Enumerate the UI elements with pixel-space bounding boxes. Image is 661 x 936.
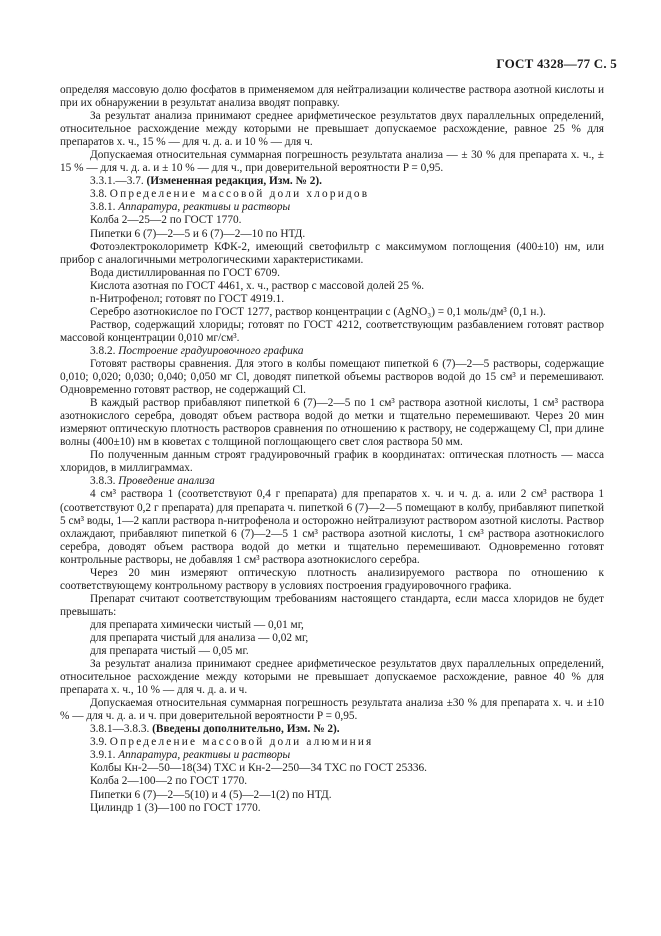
paragraph	[60, 775, 604, 788]
paragraph	[60, 632, 604, 645]
paragraph	[60, 723, 604, 736]
paragraph	[60, 175, 604, 188]
paragraph	[60, 802, 604, 815]
paragraph-text: Пипетки 6 (7)—2—5 и 6 (7)—2—10 по НТД.	[90, 227, 306, 240]
paragraph-text: Через 20 мин измеряют оптическую плотность анализируемого раствора по отношению к соответствующему контрольному раствору в условиях построения градуировочного графика.	[60, 566, 604, 592]
paragraph	[60, 475, 604, 488]
paragraph	[60, 697, 604, 723]
paragraph	[60, 280, 604, 293]
paragraph	[60, 214, 604, 227]
paragraph	[60, 762, 604, 775]
paragraph-text: 3.8.	[90, 188, 110, 201]
paragraph	[60, 736, 604, 749]
paragraph-text: Допускаемая относительная суммарная погрешность результата анализа — ± 30 % для препарата х. ч., ± 15 % — для ч. д. а. и ± 10 % — для ч., при доверительной вероятности P = 0,95.	[60, 149, 604, 175]
paragraph	[60, 619, 604, 632]
paragraph	[60, 488, 604, 566]
page-header: ГОСТ 4328—77 С. 5	[496, 56, 617, 71]
amendment-note: (Измененная редакция, Изм. № 2).	[146, 175, 322, 188]
paragraph	[60, 84, 604, 110]
paragraph-text: В каждый раствор прибавляют пипеткой 6 (7)—2—5 по 1 см³ раствора азотной кислоты, 1 см³ раствора азотнокислого серебра, доводят объем раствора водой до метки и тщательно перемешивают. Через 20 мин измеряют оптическую плотность растворов сравнения по отношению к раствору, не содержащему Cl, при длине волны (400±10) нм в кюветах с толщиной поглощающего свет слоя раствора 50 мм.	[60, 397, 604, 449]
paragraph	[60, 789, 604, 802]
paragraph	[60, 567, 604, 593]
paragraph-text: 3.9.1.	[90, 749, 119, 762]
paragraph	[60, 201, 604, 214]
paragraph	[60, 593, 604, 619]
paragraph-text: для препарата химически чистый — 0,01 мг,	[90, 618, 304, 631]
paragraph	[60, 345, 604, 358]
document-body	[60, 84, 604, 815]
paragraph-text: 3.3.1.—3.7.	[90, 175, 147, 188]
paragraph-text: Кислота азотная по ГОСТ 4461, х. ч., раствор с массовой долей 25 %.	[90, 279, 425, 292]
paragraph-text: По полученным данным строят градуировочный график в координатах: оптическая плотность — масса хлоридов, в миллиграммах.	[60, 449, 604, 475]
paragraph-text: За результат анализа принимают среднее арифметическое результатов двух параллельных определений, относительное расхождение между которыми не превышает допускаемое расхождение, равное 40 % для препарата х. ч., 10 % — для ч. д. а. и ч.	[60, 658, 604, 697]
paragraph	[60, 397, 604, 449]
paragraph-text: Серебро азотнокислое по ГОСТ 1277, раствор концентрации c (AgNO₃) = 0,1 моль/дм³ (0,1 н.).	[90, 305, 546, 318]
subsection-heading: Аппаратура, реактивы и растворы	[118, 749, 291, 762]
paragraph-text: Раствор, содержащий хлориды; готовят по ГОСТ 4212, соответствующим разбавлением готовят раствор массовой концентрации 0,010 мг/см³.	[60, 318, 604, 344]
paragraph	[60, 645, 604, 658]
paragraph-text: Вода дистиллированная по ГОСТ 6709.	[90, 266, 280, 279]
paragraph-text: Колба 2—100—2 по ГОСТ 1770.	[90, 775, 248, 788]
paragraph	[60, 228, 604, 241]
paragraph-text: 4 см³ раствора 1 (соответствуют 0,4 г препарата) для препаратов х. ч. и ч. д. а. или 2 см³ раствора 1 (соответствуют 0,2 г препарата) для препарата ч. пипеткой 6 (7)—2—5 помещают в колбу, прибавляют пипеткой 5 см³ воды, 1—2 капли раствора n-нитрофенола и осторожно нейтрализуют раствором азотной кислоты. Раствор охлаждают, прибавляют пипеткой 6 (7)—2—5 1 см³ раствора азотной кислоты, 1 см³ раствора азотнокислого серебра, доводят объем раствора водой до метки и тщательно перемешивают. Одновременно готовят контрольные растворы, не добавляя 1 см³ раствора азотнокислого серебра.	[60, 488, 604, 566]
paragraph-text: Колбы Кн-2—50—18(34) ТХС и Кн-2—250—34 ТХС по ГОСТ 25336.	[90, 762, 427, 775]
paragraph-text: Фотоэлектроколориметр КФК-2, имеющий светофильтр с максимумом поглощения (400±10) нм, или прибор с аналогичными метрологическими характеристиками.	[60, 240, 604, 266]
paragraph-text: Пипетки 6 (7)—2—5(10) и 4 (5)—2—1(2) по НТД.	[90, 788, 332, 801]
paragraph-text: Готовят растворы сравнения. Для этого в колбы помещают пипеткой 6 (7)—2—5 растворы, содержащие 0,010; 0,020; 0,030; 0,040; 0,050 мг Cl, доводят пипеткой объемы растворов водой до 15 см³ и перемешивают. Одновременно готовят раствор, не содержащий Cl.	[60, 357, 604, 397]
subsection-heading: Проведение анализа	[118, 475, 215, 488]
paragraph-text: для препарата чистый для анализа — 0,02 мг,	[90, 631, 309, 644]
section-heading: Определение массовой доли хлоридов	[109, 188, 370, 201]
paragraph-text: определяя массовую долю фосфатов в применяемом для нейтрализации количестве раствора азотной кислоты и при их обнаружении в результат анализа вводят поправку.	[60, 84, 604, 110]
paragraph-text: Колба 2—25—2 по ГОСТ 1770.	[90, 214, 242, 227]
subsection-heading: Построение градуировочного графика	[118, 344, 304, 357]
paragraph-text: 3.8.1.	[90, 201, 119, 214]
paragraph	[60, 188, 604, 201]
paragraph-text: 3.8.2.	[90, 344, 119, 357]
paragraph	[60, 449, 604, 475]
amendment-note: (Введены дополнительно, Изм. № 2).	[152, 723, 340, 736]
paragraph	[60, 319, 604, 345]
paragraph	[60, 149, 604, 175]
paragraph-text: для препарата чистый — 0,05 мг.	[90, 645, 249, 658]
paragraph-text: 3.8.1—3.8.3.	[90, 723, 153, 736]
section-heading: Определение массовой доли алюминия	[109, 736, 374, 749]
paragraph-text: 3.8.3.	[90, 475, 119, 488]
paragraph-text: За результат анализа принимают среднее арифметическое результатов двух параллельных определений, относительное расхождение между которыми не превышает допускаемое расхождение, равное 25 % для препаратов х. ч., 15 % — для ч. д. а. и 10 % — для ч.	[60, 110, 604, 149]
paragraph	[60, 293, 604, 306]
paragraph-text: n-Нитрофенол; готовят по ГОСТ 4919.1.	[90, 292, 285, 305]
paragraph-text: Допускаемая относительная суммарная погрешность результата анализа ±30 % для препарата х. ч. и ±10 % — для ч. д. а. и ч. при доверительной вероятности P = 0,95.	[60, 697, 604, 723]
paragraph-text: Цилиндр 1 (3)—100 по ГОСТ 1770.	[90, 801, 261, 814]
paragraph	[60, 749, 604, 762]
paragraph	[60, 306, 604, 319]
paragraph-text: 3.9.	[90, 736, 110, 749]
subsection-heading: Аппаратура, реактивы и растворы	[118, 201, 291, 214]
paragraph-text: Препарат считают соответствующим требованиям настоящего стандарта, если масса хлоридов не будет превышать:	[60, 592, 604, 618]
paragraph	[60, 241, 604, 267]
paragraph	[60, 110, 604, 149]
paragraph	[60, 267, 604, 280]
paragraph	[60, 658, 604, 697]
paragraph	[60, 358, 604, 397]
